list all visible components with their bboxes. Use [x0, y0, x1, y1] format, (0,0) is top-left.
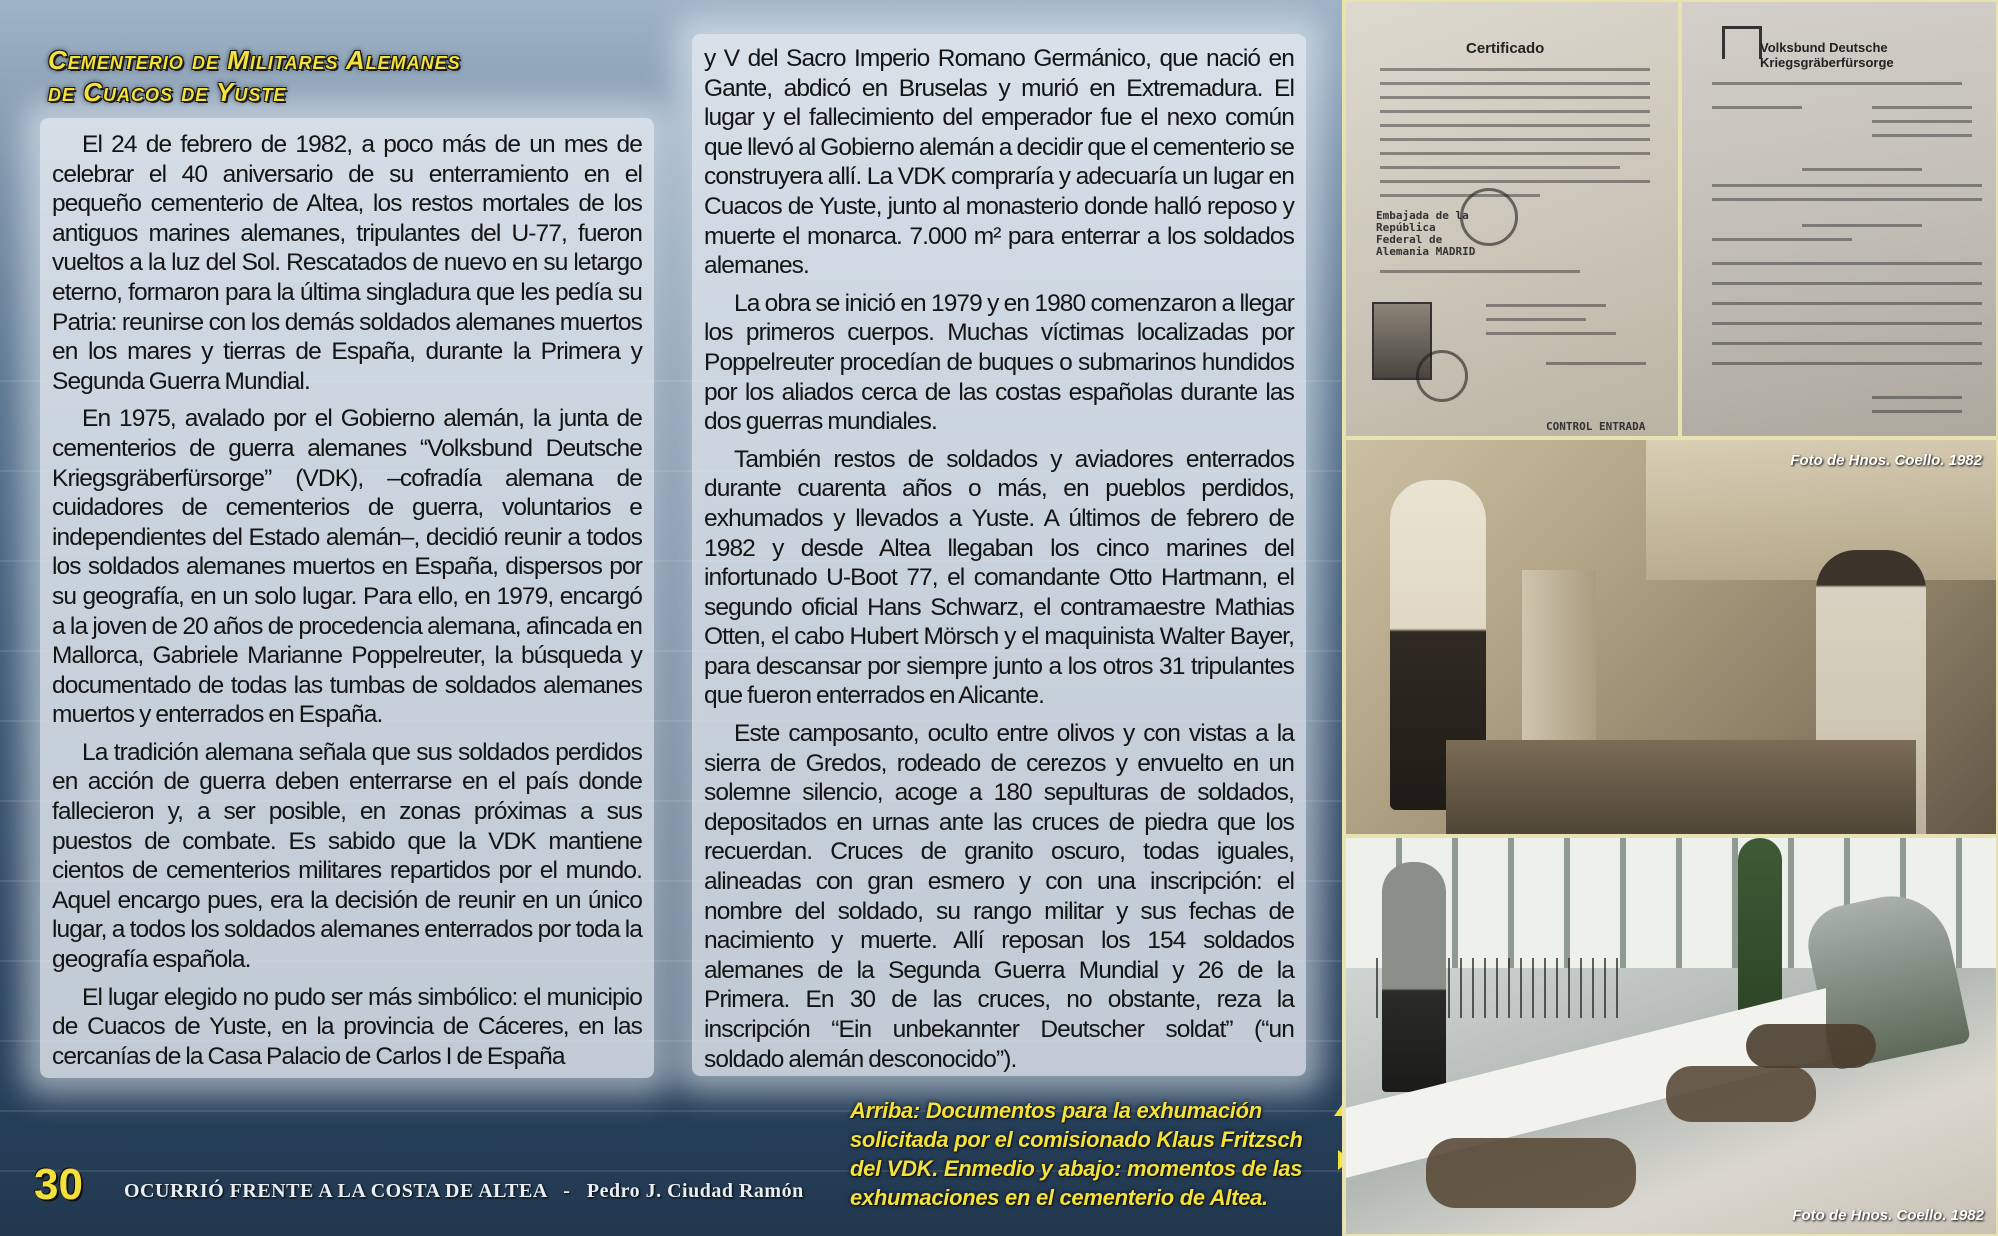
document-title: Certificado: [1466, 40, 1545, 57]
paragraph: La obra se inició en 1979 y en 1980 comenzaron a llegar los primeros cuerpos. Muchas víctimas localizadas por Poppelreuter procedían de buques o submarinos hundidos por los aliados cerca de las costas españolas durante las dos guerras mundiales.: [704, 289, 1294, 436]
paragraph: También restos de soldados y aviadores enterrados durante cuarenta años o más, en pueblos perdidos, exhumados y llevados a Yuste. A últimos de febrero de 1982 y desde Altea llegaban los cinco marines del infortunado U-Boot 77, el comandante Otto Hartmann, el segundo oficial Hans Schwarz, el contramaestre Mathias Otten, el cabo Hubert Mörsch y el maquinista Walter Bayer, para descansar por siempre junto a los otros 31 tripulantes que fueron enterrados en Alicante.: [704, 445, 1294, 710]
open-grave: [1446, 740, 1916, 836]
photo-credit-middle: Foto de Hnos. Coello. 1982: [1790, 452, 1982, 469]
vdk-header: Volksbund Deutsche Kriegsgräberfürsorge: [1760, 40, 1894, 70]
paragraph: Este camposanto, oculto entre olivos y con vistas a la sierra de Gredos, rodeado de cerezos y envuelto en un solemne silencio, acoge a 180 sepulturas de soldados, depositados en urnas ante las cruces de piedra que los recuerdan. Cruces de granito oscuro, todas iguales, alineadas con gran esmero y con una inscripción: el nombre del soldado, su rango militar y sus fechas de nacimiento y muerte. Allí reposan los 154 soldados alemanes de la Segunda Guerra Mundial y 26 de la Primera. En 30 de las cruces, no obstante, reza la inscripción “Ein unbekannter Deutscher soldat” (“un soldado alemán desconocido”).: [704, 720, 1294, 1073]
title-line-2: de Cuacos de Yuste: [48, 77, 287, 107]
control-label: CONTROL ENTRADA: [1546, 420, 1646, 433]
paragraph: El 24 de febrero de 1982, a poco más de un mes de celebrar el 40 aniversario de su enterramiento en el pequeño cementerio de Altea, los restos mortales de los antiguos marines alemanes, tripulantes del U-77, fueron vueltos a la luz del Sol. Rescatados de nuevo en su letargo eterno, formaron para la última singladura que les pedía su Patria: reunirse con los demás soldados alemanes muertos en los mares y tierras de España, durante la Primera y Segunda Guerra Mundial.: [52, 131, 642, 395]
text-column-1: [52, 130, 642, 1079]
remains-2: [1666, 1066, 1816, 1122]
footer-separator: -: [563, 1180, 571, 1202]
remains-3: [1746, 1024, 1876, 1068]
remains-1: [1426, 1138, 1636, 1208]
certificate-document-photo: [1344, 0, 1680, 438]
vdk-document-photo: [1680, 0, 1998, 438]
title-line-1: Cementerio de Militares Alemanes: [48, 45, 461, 75]
embassy-label: Embajada de la República Federal de Alemania MADRID: [1376, 209, 1476, 258]
page-number: 30: [34, 1160, 83, 1209]
photo-caption: Arriba: Documentos para la exhumación solicitada por el comisionado Klaus Fritzsch del VDK. Enmedio y abajo: momentos de las exhumaciones en el cementerio de Altea.: [850, 1098, 1303, 1210]
paragraph: El lugar elegido no pudo ser más simbólico: el municipio de Cuacos de Yuste, en la provincia de Cáceres, en las cercanías de la Casa Palacio de Carlos I de España: [52, 983, 642, 1070]
vdk-logo: [1722, 26, 1762, 59]
article-title: [48, 44, 461, 108]
embassy-stamp: [1416, 350, 1468, 402]
running-footer: [124, 1180, 804, 1203]
paragraph: La tradición alemana señala que sus soldados perdidos en acción de guerra deben enterrarse en el país donde fallecieron y, a ser posible, en zonas próximas a sus puestos de combate. Es sabido que la VDK mantiene cientos de cementerios militares repartidos por el mundo. Aquel encargo pues, era la decisión de reunir en un único lugar, a todos los soldados alemanes enterrados por toda la geografía española.: [52, 738, 642, 974]
man-standing: [1382, 862, 1446, 1092]
exhumation-photo-bottom: [1344, 836, 1998, 1236]
photo-credit-bottom: Foto de Hnos. Coello. 1982: [1792, 1207, 1984, 1224]
seal-stamp: [1460, 188, 1518, 246]
paragraph: En 1975, avalado por el Gobierno alemán, la junta de cementerios de guerra alemanes “Volksbund Deutsche Kriegsgräberfürsorge” (VDK), –cofradía alemana de cuidadores de cementerios de guerra, voluntarios e independientes del Estado alemán–, decidió reunir a todos los soldados alemanes muertos en España, dispersos por su geografía, en un solo lugar. Para ello, en 1979, encargó a la joven de 20 años de procedencia alemana, afincada en Mallorca, Gabriele Marianne Poppelreuter, la búsqueda y documentado de todas las tumbas de soldados alemanes muertos y enterrados en España.: [52, 405, 642, 729]
author-name: Pedro J. Ciudad Ramón: [586, 1180, 804, 1202]
photo-column: [1342, 0, 1998, 1236]
exhumation-photo-middle: [1344, 438, 1998, 836]
running-title: OCURRIÓ FRENTE A LA COSTA DE ALTEA: [124, 1180, 547, 1202]
text-column-2: [704, 44, 1294, 1082]
paragraph: y V del Sacro Imperio Romano Germánico, que nació en Gante, abdicó en Bruselas y murió en Extremadura. El lugar y el fallecimiento del emperador fue el nexo común que llevó al Gobierno alemán a decidir que el cementerio se construyera allí. La VDK compraría y adecuaría un lugar en Cuacos de Yuste, junto al monasterio donde halló reposo y muerte el monarca. 7.000 m² para enterrar a los soldados alemanes.: [704, 45, 1294, 280]
